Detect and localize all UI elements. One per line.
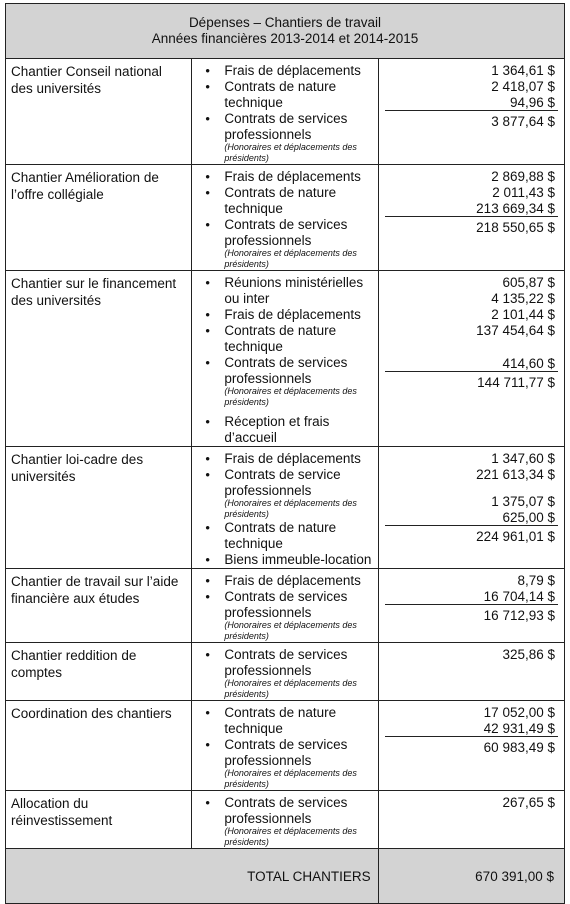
expense-amount: 213 669,34 $ — [385, 201, 558, 217]
expense-items — [192, 271, 378, 447]
expense-amount: 2 011,43 $ — [492, 185, 555, 200]
expense-label: Contrats de nature technique — [224, 79, 337, 110]
expense-amount: 1 347,60 $ — [491, 451, 555, 466]
expense-amount: 137 454,64 $ — [476, 323, 555, 338]
expense-amount: 2 101,44 $ — [491, 307, 555, 322]
chantier-name: Chantier reddition de comptes — [6, 643, 192, 701]
expense-label: Contrats de services professionnels — [224, 795, 348, 826]
header-title: Dépenses – Chantiers de travail — [188, 15, 382, 30]
subtotal-amount: 3 877,64 $ — [491, 114, 555, 129]
expense-item — [194, 185, 375, 217]
expense-amounts — [378, 643, 564, 701]
expense-amounts — [378, 271, 564, 447]
expense-amount: 221 613,34 $ — [476, 467, 555, 482]
table-row — [6, 59, 565, 165]
expense-item — [194, 552, 375, 568]
expense-item — [194, 520, 375, 552]
expense-amount: 4 135,22 $ — [491, 291, 555, 306]
expense-label: Contrats de services professionnels — [224, 111, 348, 142]
expense-item — [194, 647, 375, 700]
expense-amount: 94,96 $ — [385, 95, 558, 111]
expense-amounts — [378, 569, 564, 643]
expense-items — [192, 165, 378, 271]
expense-label: Contrats de services professionnels — [224, 737, 348, 768]
expense-label: Contrats de services professionnels — [224, 217, 348, 248]
chantier-name: Chantier sur le financement des universités — [6, 271, 192, 447]
grand-total-row — [6, 849, 565, 904]
expense-item — [194, 79, 375, 111]
expense-amount: 267,65 $ — [502, 795, 555, 810]
subtotal-amount: 144 711,77 $ — [477, 375, 555, 390]
expense-label: Contrats de nature technique — [224, 705, 337, 736]
expense-amount: 42 931,49 $ — [385, 721, 558, 737]
expense-label: Contrats de nature technique — [224, 520, 337, 551]
expense-label: Frais de déplacements — [224, 169, 361, 184]
expense-label: Réception et frais d’accueil — [224, 414, 330, 445]
expense-note: (Honoraires et déplacements des présidents) — [224, 386, 357, 407]
expense-amount: 16 704,14 $ — [385, 589, 558, 605]
expense-amount: 8,79 $ — [517, 573, 555, 588]
expense-item — [194, 573, 375, 589]
expense-label: Frais de déplacements — [224, 573, 361, 588]
expense-item — [194, 705, 375, 737]
expense-note: (Honoraires et déplacements des présidents) — [224, 142, 357, 163]
expense-amount: 2 418,07 $ — [491, 79, 555, 94]
grand-total-label: TOTAL CHANTIERS — [6, 849, 379, 904]
expense-amount: 17 052,00 $ — [483, 705, 555, 720]
expense-items — [192, 59, 378, 165]
expense-amount: 2 869,88 $ — [491, 169, 555, 184]
table-row — [6, 569, 565, 643]
expense-amounts — [378, 791, 564, 849]
expense-item — [194, 467, 375, 520]
expense-amounts — [378, 447, 564, 569]
expense-item — [194, 307, 375, 323]
subtotal-amount: 218 550,65 $ — [476, 220, 555, 235]
table-row — [6, 643, 565, 701]
expense-label: Biens immeuble-location — [224, 552, 372, 567]
expense-item — [194, 414, 375, 446]
chantier-name: Chantier loi-cadre des universités — [6, 447, 192, 569]
table-row — [6, 271, 565, 447]
expense-amount: 325,86 $ — [502, 647, 555, 662]
expense-label: Frais de déplacements — [224, 63, 361, 78]
expense-label: Contrats de services professionnels — [224, 355, 348, 386]
expense-label: Contrats de services professionnels — [224, 589, 348, 620]
expense-label: Frais de déplacements — [224, 451, 361, 466]
expense-items — [192, 447, 378, 569]
chantier-name: Chantier de travail sur l’aide financière aux études — [6, 569, 192, 643]
subtotal-amount: 224 961,01 $ — [476, 529, 555, 544]
expense-amounts — [378, 165, 564, 271]
expense-note: (Honoraires et déplacements des présidents) — [224, 826, 357, 847]
expense-item — [194, 451, 375, 467]
expense-items — [192, 569, 378, 643]
expense-amount: 625,00 $ — [385, 510, 558, 526]
expense-item — [194, 795, 375, 848]
subtotal-amount: 60 983,49 $ — [483, 740, 555, 755]
expense-item — [194, 111, 375, 164]
expense-amount: 1 364,61 $ — [491, 63, 555, 78]
expense-note: (Honoraires et déplacements des présidents) — [224, 620, 357, 641]
expense-label: Contrats de nature technique — [224, 323, 337, 354]
expense-item — [194, 355, 375, 408]
expense-note: (Honoraires et déplacements des présidents) — [224, 248, 357, 269]
expense-label: Contrats de services professionnels — [224, 647, 348, 678]
expense-note: (Honoraires et déplacements des présidents) — [224, 768, 357, 789]
chantier-name: Allocation du réinvestissement — [6, 791, 192, 849]
expense-amount: 414,60 $ — [385, 356, 558, 372]
expense-items — [192, 643, 378, 701]
table-row — [6, 791, 565, 849]
expenses-table — [5, 3, 565, 904]
expense-amounts — [378, 59, 564, 165]
expense-item — [194, 63, 375, 79]
expense-label: Frais de déplacements — [224, 307, 361, 322]
expense-note: (Honoraires et déplacements des présidents) — [224, 678, 357, 699]
expense-item — [194, 737, 375, 790]
expense-amounts — [378, 701, 564, 791]
expense-items — [192, 791, 378, 849]
expense-label: Contrats de service professionnels — [224, 467, 341, 498]
expense-item — [194, 323, 375, 355]
expense-label: Réunions ministérielles ou inter — [224, 275, 364, 306]
expense-item — [194, 217, 375, 270]
expense-label: Contrats de nature technique — [224, 185, 337, 216]
table-row — [6, 701, 565, 791]
chantier-name: Coordination des chantiers — [6, 701, 192, 791]
expense-amount: 605,87 $ — [502, 275, 555, 290]
expense-item — [194, 275, 375, 307]
grand-total-value: 670 391,00 $ — [378, 849, 564, 904]
expense-item — [194, 169, 375, 185]
expense-item — [194, 589, 375, 642]
subtotal-amount: 16 712,93 $ — [483, 608, 555, 623]
expense-items — [192, 701, 378, 791]
table-header — [6, 4, 565, 59]
table-row — [6, 165, 565, 271]
chantier-name: Chantier Conseil national des universités — [6, 59, 192, 165]
chantier-name: Chantier Amélioration de l’offre collégiale — [6, 165, 192, 271]
expense-note: (Honoraires et déplacements des présidents) — [224, 498, 357, 519]
header-subtitle: Années financières 2013-2014 et 2014-2015 — [151, 31, 419, 46]
header-row — [6, 4, 565, 59]
expense-amount: 1 375,07 $ — [491, 494, 555, 509]
table-row — [6, 447, 565, 569]
